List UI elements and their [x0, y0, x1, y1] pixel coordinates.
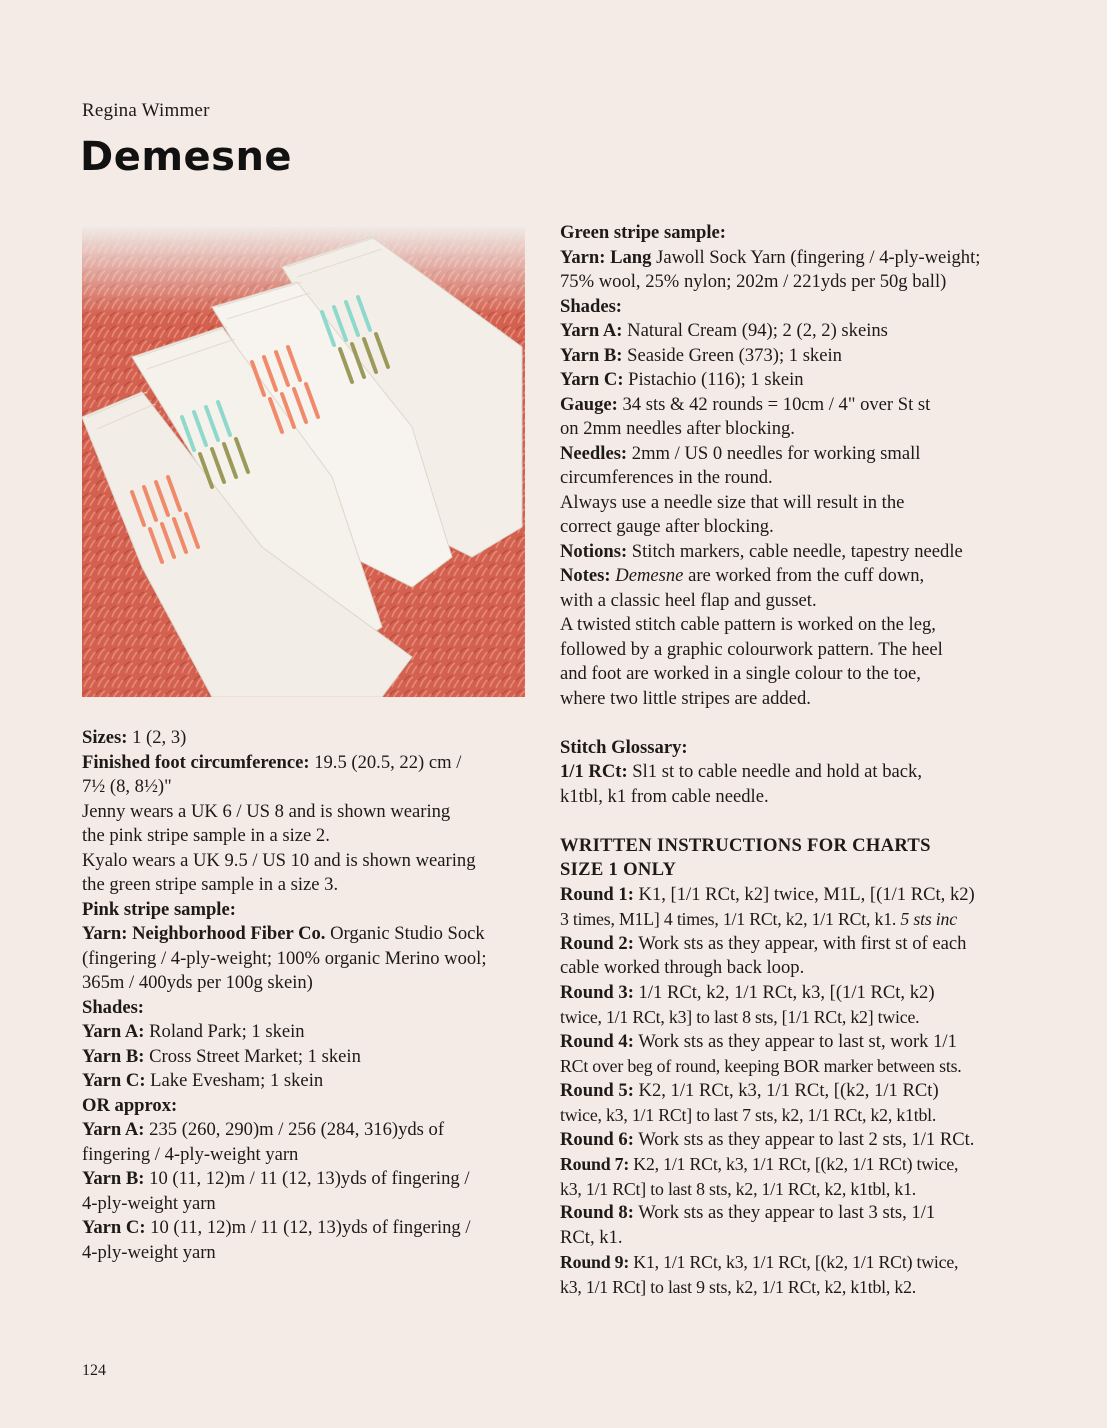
round-8-label: Round 8: — [560, 1202, 634, 1223]
needles-line-4: correct gauge after blocking. — [560, 516, 774, 537]
sizes-line — [82, 726, 532, 751]
rct-value: Sl1 st to cable needle and hold at back, — [627, 761, 922, 782]
jenny-line-2: the pink stripe sample in a size 2. — [82, 825, 330, 846]
round-2 — [560, 932, 1020, 957]
pink-yarn-line — [82, 922, 532, 947]
pink-shades-label: Shades: — [82, 996, 145, 1018]
round-2-value: Work sts as they appear, with first st of each — [633, 932, 967, 954]
needles-label: Needles: — [560, 442, 628, 464]
round-7-value: K2, 1/1 RCt, k3, 1/1 RCt, [(k2, 1/1 RCt) twice, — [629, 1154, 959, 1174]
pink-yarn-b-value: Cross Street Market; 1 skein — [144, 1045, 361, 1067]
gauge-value: 34 sts & 42 rounds = 10cm / 4" over St st — [617, 393, 931, 415]
green-yarn-value: Jawoll Sock Yarn (fingering / 4-ply-weight; — [651, 246, 981, 268]
approx-yarn-a — [82, 1118, 532, 1143]
kyalo-line-1: Kyalo wears a UK 9.5 / US 10 and is shown wearing — [82, 849, 476, 871]
approx-yarn-c-2: 4-ply-weight yarn — [82, 1241, 216, 1263]
notes-line-5: and foot are worked in a single colour to the toe, — [560, 663, 921, 684]
green-yarn-line — [560, 246, 1020, 271]
sizes-label: Sizes: — [82, 727, 128, 748]
foot-line — [82, 751, 532, 776]
pink-sample-heading: Pink stripe sample: — [82, 898, 236, 920]
notes-italic: Demesne — [615, 565, 684, 586]
pink-yarn-b-label: Yarn B: — [82, 1045, 145, 1067]
approx-yarn-b-label: Yarn B: — [82, 1168, 145, 1189]
round-3 — [560, 981, 1020, 1006]
round-1 — [560, 883, 1020, 908]
green-yarn-c-label: Yarn C: — [560, 369, 624, 390]
needles-line-2: circumferences in the round. — [560, 467, 773, 488]
round-7-label: Round 7: — [560, 1154, 630, 1174]
approx-yarn-a-2: fingering / 4-ply-weight yarn — [82, 1143, 299, 1165]
needles-line-3: Always use a needle size that will result in the — [560, 491, 905, 513]
round-3-value: 1/1 RCt, k2, 1/1 RCt, k3, [(1/1 RCt, k2) — [633, 981, 935, 1003]
round-5-label: Round 5: — [560, 1079, 634, 1101]
round-8-value: Work sts as they appear to last 3 sts, 1/1 — [633, 1202, 936, 1223]
green-yarn-a — [560, 319, 1020, 344]
round-1-line-2 — [560, 907, 1020, 932]
round-1-value: K1, [1/1 RCt, k2] twice, M1L, [(1/1 RCt, k2) — [633, 883, 975, 905]
round-6-value: Work sts as they appear to last 2 sts, 1/1 RCt. — [633, 1128, 975, 1150]
kyalo-line-2: the green stripe sample in a size 3. — [82, 874, 339, 895]
spacer — [560, 809, 1020, 834]
written-instructions-heading: WRITTEN INSTRUCTIONS FOR CHARTS — [560, 834, 931, 856]
left-column — [82, 726, 532, 1265]
approx-yarn-b-value: 10 (11, 12)m / 11 (12, 13)yds of fingering / — [144, 1168, 470, 1189]
round-1-text-2: 3 times, M1L] 4 times, 1/1 RCt, k2, 1/1 RCt, k1. — [560, 909, 901, 929]
green-yarn-line-2: 75% wool, 25% nylon; 202m / 221yds per 50g ball) — [560, 271, 947, 292]
pink-yarn-label: Yarn: Neighborhood Fiber Co. — [82, 923, 326, 944]
round-3-label: Round 3: — [560, 981, 634, 1003]
round-2-line-2: cable worked through back loop. — [560, 957, 805, 978]
round-7 — [560, 1152, 1020, 1177]
approx-yarn-b-2: 4-ply-weight yarn — [82, 1192, 216, 1214]
approx-yarn-b — [82, 1167, 532, 1192]
needles-value: 2mm / US 0 needles for working small — [627, 442, 921, 464]
pink-yarn-a-value: Roland Park; 1 skein — [144, 1021, 305, 1042]
round-5-line-2: twice, k3, 1/1 RCt] to last 7 sts, k2, 1/1 RCt, k2, k1tbl. — [560, 1105, 937, 1125]
green-shades-label: Shades: — [560, 295, 623, 317]
green-yarn-c-value: Pistachio (116); 1 skein — [623, 369, 804, 390]
pink-yarn-value: Organic Studio Sock — [325, 923, 485, 944]
pink-yarn-c-value: Lake Evesham; 1 skein — [145, 1070, 324, 1091]
round-9 — [560, 1250, 1020, 1275]
approx-yarn-c-value: 10 (11, 12)m / 11 (12, 13)yds of fingering / — [145, 1217, 471, 1238]
round-1-label: Round 1: — [560, 883, 634, 905]
round-3-line-2: twice, 1/1 RCt, k3] to last 8 sts, [1/1 RCt, k2] twice. — [560, 1007, 920, 1027]
pink-yarn-a — [82, 1020, 532, 1045]
notes-line-3: A twisted stitch cable pattern is worked on the leg, — [560, 614, 936, 635]
rct-line — [560, 760, 1020, 785]
round-8 — [560, 1201, 1020, 1226]
size-heading: SIZE 1 ONLY — [560, 859, 677, 880]
pink-yarn-c — [82, 1069, 532, 1094]
gauge-label: Gauge: — [560, 393, 618, 415]
round-4-line-2: RCt over beg of round, keeping BOR marker between sts. — [560, 1056, 962, 1076]
pink-yarn-c-label: Yarn C: — [82, 1070, 146, 1091]
foot-label: Finished foot circumference: — [82, 751, 310, 773]
foot-value: 19.5 (20.5, 22) cm / — [309, 751, 462, 773]
notions-value: Stitch markers, cable needle, tapestry needle — [627, 540, 963, 562]
socks-illustration — [82, 227, 525, 697]
notes-label: Notes: — [560, 565, 611, 586]
approx-yarn-a-label: Yarn A: — [82, 1119, 145, 1140]
round-6 — [560, 1128, 1020, 1153]
green-yarn-label: Yarn: Lang — [560, 246, 652, 268]
round-9-line-2: k3, 1/1 RCt] to last 9 sts, k2, 1/1 RCt, k2, k1tbl, k2. — [560, 1276, 917, 1297]
sizes-value: 1 (2, 3) — [127, 727, 187, 748]
approx-yarn-c — [82, 1216, 532, 1241]
green-yarn-b-label: Yarn B: — [560, 344, 623, 366]
round-4-value: Work sts as they appear to last st, work 1/1 — [633, 1030, 957, 1052]
knitted-socks-photo — [82, 227, 525, 697]
round-9-value: K1, 1/1 RCt, k3, 1/1 RCt, [(k2, 1/1 RCt) twice, — [629, 1252, 959, 1272]
green-sample-heading: Green stripe sample: — [560, 222, 726, 243]
rct-label: 1/1 RCt: — [560, 761, 628, 782]
pink-yarn-b — [82, 1045, 532, 1070]
notions-label: Notions: — [560, 540, 628, 562]
green-yarn-a-label: Yarn A: — [560, 320, 623, 341]
approx-yarn-c-label: Yarn C: — [82, 1217, 146, 1238]
green-yarn-b — [560, 344, 1020, 369]
spacer — [560, 711, 1020, 736]
round-4-label: Round 4: — [560, 1030, 634, 1052]
pink-yarn-line-3: 365m / 400yds per 100g skein) — [82, 972, 313, 993]
pattern-title: Demesne — [80, 134, 293, 180]
foot-value-2: 7½ (8, 8½)" — [82, 776, 172, 797]
needles-line — [560, 442, 1020, 467]
approx-yarn-a-value: 235 (260, 290)m / 256 (284, 316)yds of — [144, 1119, 445, 1140]
round-5-value: K2, 1/1 RCt, k3, 1/1 RCt, [(k2, 1/1 RCt) — [633, 1079, 939, 1101]
notes-line-2: with a classic heel flap and gusset. — [560, 589, 817, 611]
round-6-label: Round 6: — [560, 1128, 634, 1150]
round-8-line-2: RCt, k1. — [560, 1226, 623, 1248]
notes-value: are worked from the cuff down, — [683, 565, 925, 586]
green-yarn-c — [560, 368, 1020, 393]
glossary-heading: Stitch Glossary: — [560, 736, 688, 758]
notions-line — [560, 540, 1020, 565]
round-7-line-2: k3, 1/1 RCt] to last 8 sts, k2, 1/1 RCt, k2, k1tbl, k1. — [560, 1178, 917, 1199]
rct-line-2: k1tbl, k1 from cable needle. — [560, 785, 769, 807]
jenny-line-1: Jenny wears a UK 6 / US 8 and is shown wearing — [82, 800, 451, 822]
green-yarn-b-value: Seaside Green (373); 1 skein — [622, 344, 842, 366]
round-2-label: Round 2: — [560, 932, 634, 954]
notes-line — [560, 564, 1020, 589]
green-yarn-a-value: Natural Cream (94); 2 (2, 2) skeins — [622, 320, 888, 341]
page-number: 124 — [82, 1362, 106, 1379]
round-4 — [560, 1030, 1020, 1055]
author-name: Regina Wimmer — [82, 100, 210, 121]
notes-line-6: where two little stripes are added. — [560, 687, 811, 709]
round-5 — [560, 1079, 1020, 1104]
round-9-label: Round 9: — [560, 1252, 630, 1272]
gauge-line-2: on 2mm needles after blocking. — [560, 418, 795, 439]
or-approx-label: OR approx: — [82, 1094, 178, 1116]
round-1-italic: 5 sts inc — [900, 909, 957, 929]
right-column — [560, 221, 1020, 1299]
pink-yarn-line-2: (fingering / 4-ply-weight; 100% organic Merino wool; — [82, 947, 487, 969]
pink-yarn-a-label: Yarn A: — [82, 1021, 145, 1042]
gauge-line — [560, 393, 1020, 418]
notes-line-4: followed by a graphic colourwork pattern. The heel — [560, 638, 943, 660]
